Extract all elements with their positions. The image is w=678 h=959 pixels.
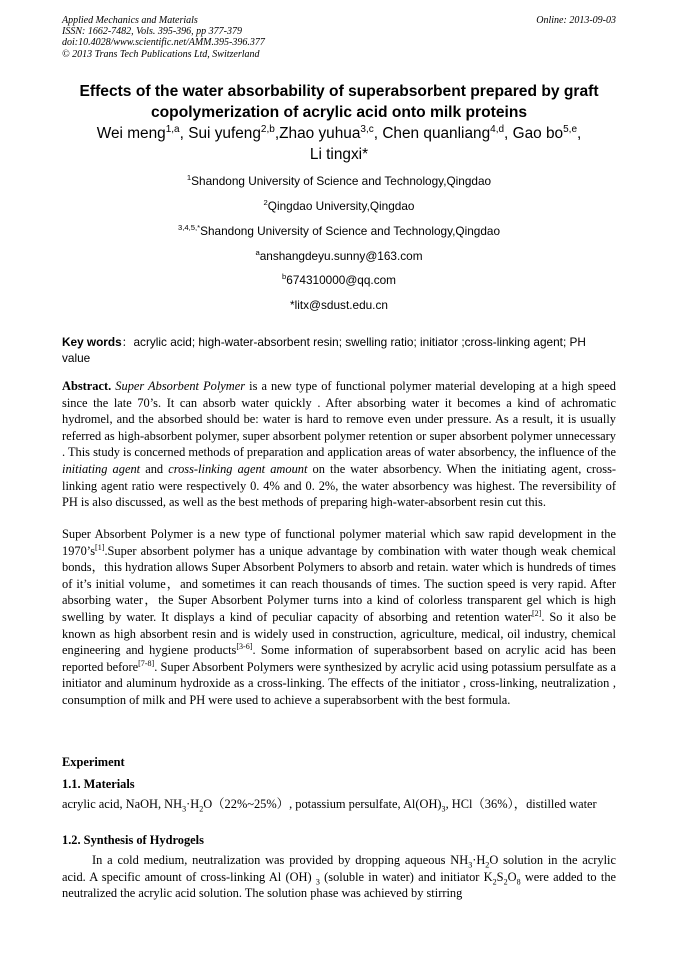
- subscript: 3: [468, 860, 473, 870]
- materials-paragraph: [62, 796, 616, 813]
- materials-text: ·H: [186, 797, 200, 811]
- subscript: 3: [182, 804, 187, 814]
- email-text: *litx@sdust.edu.cn: [290, 298, 388, 312]
- email-sup: b: [282, 272, 287, 282]
- intro-text: . So it also be known as high absorbent resin and is widely used in construction, agriculture, medical, oil industry, chemical engineering and hygiene products: [62, 609, 616, 658]
- synthesis-text: In a cold medium, neutralization was provided by dropping aqueous NH: [92, 853, 469, 867]
- author-name: Zhao yuhua: [279, 125, 361, 142]
- affiliation-sup: 1: [186, 173, 192, 183]
- synthesis-text: S: [496, 869, 504, 884]
- author-name: Li tingxi*: [309, 146, 369, 163]
- author-sup: 2,b: [260, 123, 275, 135]
- email-a: [40, 249, 638, 263]
- section-heading-experiment: Experiment: [62, 755, 125, 769]
- abstract-text: on the water absorbency. When the initiating agent, cross-linking agent ratio were respectively 0. 4% and 0. 2%, the water absorbency was highest. The reversibility of PH is also discussed, as well as the best methods of preparing high-water-absorbent resin cut this.: [62, 461, 617, 510]
- citation-ref: [3-6]: [236, 642, 253, 652]
- email-sup: a: [255, 248, 260, 258]
- intro-paragraph: [62, 526, 616, 709]
- synthesis-paragraph: [62, 852, 616, 902]
- author-sup: 4,d: [490, 123, 505, 135]
- copyright: © 2013 Trans Tech Publications Ltd, Switzerland: [62, 48, 260, 60]
- title-line-2: copolymerization of acrylic acid onto milk proteins: [150, 104, 528, 121]
- affiliation-1: [40, 174, 638, 188]
- intro-text: Super Absorbent Polymer is a new type of functional polymer material which saw rapid development in the 1970’s: [62, 527, 616, 558]
- title-line-1: Effects of the water absorbability of superabsorbent prepared by graft: [79, 83, 599, 100]
- affiliation-text: Shandong University of Science and Technology,Qingdao: [200, 224, 501, 238]
- author-sup: 1,a: [165, 123, 180, 135]
- subscript: 3: [315, 877, 320, 887]
- abstract-text: and: [140, 461, 169, 476]
- affiliation-text: Qingdao University,Qingdao: [267, 199, 415, 213]
- subscript: 2: [492, 877, 497, 887]
- synthesis-text: O solution in the acrylic acid. A specific amount of cross-linking Al (OH): [62, 853, 616, 884]
- email-corresponding: [40, 298, 638, 312]
- citation-ref: [7-8]: [138, 658, 155, 668]
- materials-text: O（22%~25%）, potassium persulfate, Al(OH): [203, 797, 442, 811]
- affiliation-text: Shandong University of Science and Technology,Qingdao: [191, 174, 492, 188]
- materials-text: acrylic acid, NaOH, NH: [62, 797, 183, 811]
- keywords-label: Key words: [62, 335, 122, 349]
- subscript: 8: [516, 877, 521, 887]
- affiliation-3: [40, 224, 638, 238]
- abstract-label: Abstract.: [62, 379, 112, 393]
- affiliation-2: [40, 199, 638, 213]
- abstract-italic: Super Absorbent Polymer: [115, 379, 246, 393]
- author-list: Wei meng$^{1,a}$, Sui yufeng$^{2,b}$,Zhao yuhua$^{3,c}$, Chen quanliang$^{4,d}$, Gao bo$^{5,e}$, Li tingxi*: [96, 123, 582, 163]
- synthesis-text: ·H: [472, 853, 486, 867]
- subscript: 2: [503, 877, 508, 887]
- subsection-heading-materials: 1.1. Materials: [62, 777, 135, 791]
- citation-ref: [1]: [95, 542, 105, 552]
- paper-title: [40, 81, 638, 123]
- author-sup: 3,c: [360, 123, 374, 135]
- issn: ISSN: 1662-7482, Vols. 395-396, pp 377-379: [62, 26, 242, 38]
- doi: doi:10.4028/www.scientific.net/AMM.395-396.377: [62, 37, 265, 49]
- subscript: 2: [485, 860, 490, 870]
- affiliation-sup: 2: [263, 198, 268, 208]
- keywords: [62, 334, 616, 366]
- journal-name: Applied Mechanics and Materials: [62, 15, 198, 26]
- intro-text: . Super Absorbent Polymers were synthesized by acrylic acid using potassium persulfate as a initiator and aluminum hydroxide as a cross-linking. The effects of the initiator , cross-linking, neutralization , consumption of milk and PH were used to achieve a superabsorbent with the best formula.: [62, 659, 616, 707]
- intro-text: . Some information of superabsorbent based on acrylic acid has been reported before: [62, 643, 616, 674]
- materials-text: , HCl（36%），distilled water: [445, 797, 597, 811]
- author-name: Gao bo: [512, 125, 564, 142]
- abstract-text: is a new type of functional polymer material developing at a high speed since the late 70’s. It can absorb water quickly . After absorbing water it becomes a kind of achromatic hydromel, and the absorbed should be: water is hard to remove even under pressure. As a result, it is usually referred as high-absorbent polymer, super absorbent polymer retention or super absorbent polymer unnecessary . This study is concerned methods of preparation and application areas of water absorbency, the influence of the: [62, 379, 616, 460]
- subscript: 2: [199, 804, 204, 814]
- abstract-italic: cross-linking agent amount: [168, 461, 308, 476]
- abstract-italic: initiating agent: [62, 461, 141, 476]
- synthesis-text: were added to the neutralized the acrylic acid solution. The solution phase was achieved by stirring: [62, 869, 617, 901]
- abstract: [62, 378, 616, 511]
- author-name: Chen quanliang: [382, 125, 491, 142]
- subsection-heading-synthesis: 1.2. Synthesis of Hydrogels: [62, 833, 204, 847]
- subscript: 3: [441, 804, 446, 814]
- synthesis-text: (soluble in water) and initiator K: [319, 869, 493, 884]
- email-text: anshangdeyu.sunny@163.com: [259, 249, 423, 263]
- email-text: 674310000@qq.com: [286, 273, 396, 287]
- intro-text: .Super absorbent polymer has a unique advantage by combination with water though weak chemical bonds，this hydration allows Super Absorbent Polymers to absorb and retain. water which is hundreds of times of it’s initial volume，and sometimes it can reach thousands of times. The suction speed is very rapid. After absorbing water，the Super Absorbent Polymer turns into a kind of colorless transparent gel which is high swelling by water. It displays a kind of peculiar capacity of absorbing and retention water: [62, 543, 616, 624]
- citation-ref: [2]: [531, 608, 542, 618]
- keywords-text: acrylic acid; high-water-absorbent resin; swelling ratio; initiator ;cross-linking agent; PH value: [62, 335, 586, 365]
- affiliation-sup: 3,4,5,*: [177, 223, 201, 233]
- synthesis-text: O: [507, 869, 517, 884]
- online-date: Online: 2013-09-03: [536, 15, 616, 26]
- keywords-sep: ：: [121, 335, 134, 349]
- journal-header: [62, 15, 616, 60]
- author-name: Wei meng: [96, 125, 166, 142]
- author-name: Sui yufeng: [188, 125, 261, 142]
- email-b: [40, 273, 638, 287]
- author-sup: 5,e: [563, 123, 578, 135]
